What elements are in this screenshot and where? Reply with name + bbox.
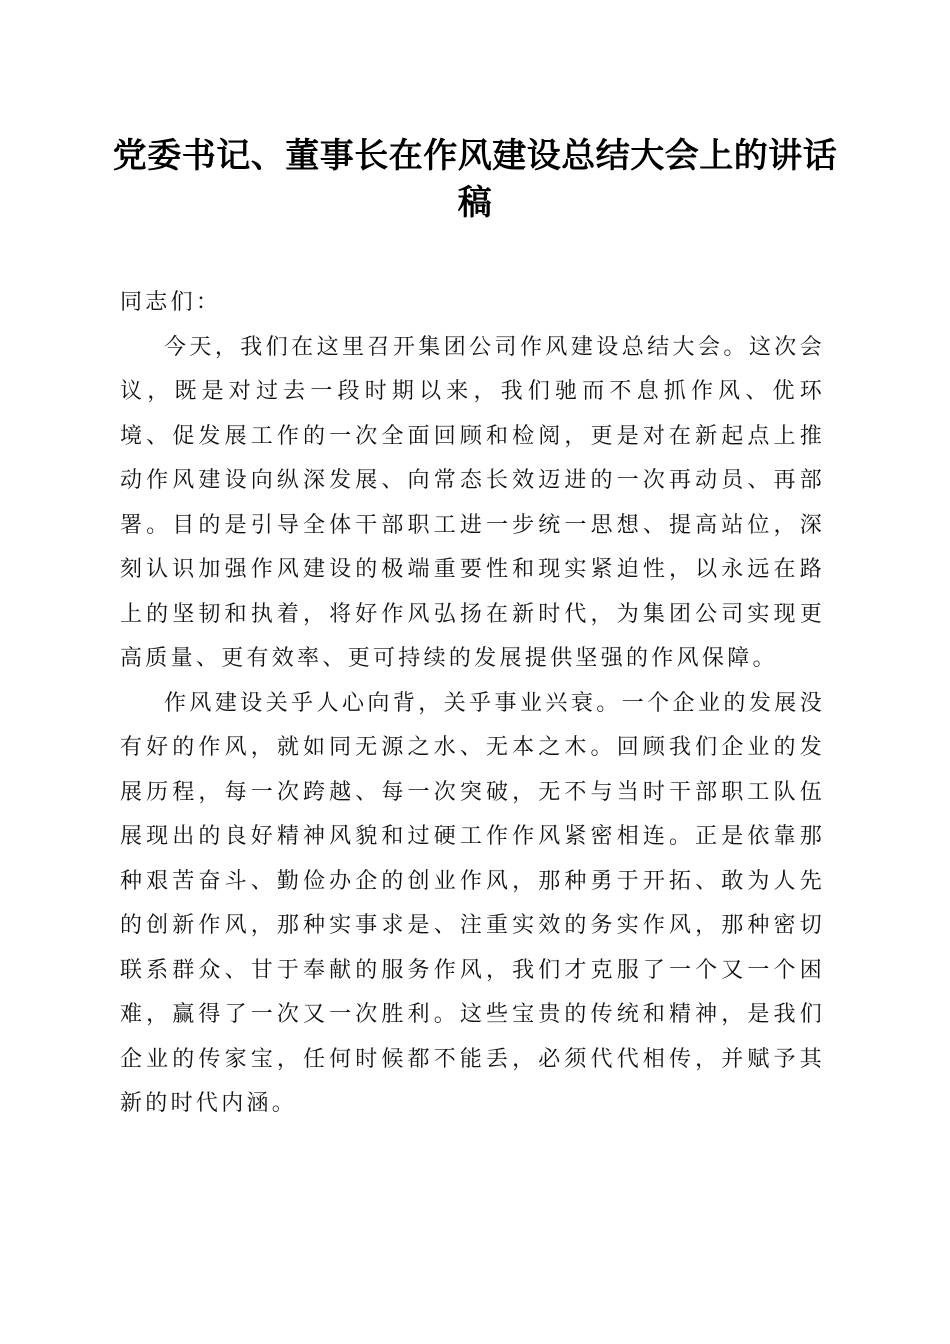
document-body bbox=[120, 281, 825, 1127]
document-title: 党委书记、董事长在作风建设总结大会上的讲话稿 bbox=[112, 136, 838, 223]
paragraph-1: 今天，我们在这里召开集团公司作风建设总结大会。这次会议，既是对过去一段时期以来，我们驰而不息抓作风、优环境、促发展工作的一次全面回顾和检阅，更是对在新起点上推动作风建设向纵深发展、向常态长效迈进的一次再动员、再部署。目的是引导全体干部职工进一步统一思想、提高站位，深刻认识加强作风建设的极端重要性和现实紧迫性，以永远在路上的坚韧和执着，将好作风弘扬在新时代，为集团公司实现更高质量、更有效率、更可持续的发展提供坚强的作风保障。 bbox=[120, 334, 825, 671]
paragraph-2: 作风建设关乎人心向背，关乎事业兴衰。一个企业的发展没有好的作风，就如同无源之水、无本之木。回顾我们企业的发展历程，每一次跨越、每一次突破，无不与当时干部职工队伍展现出的良好精神风貌和过硬工作作风紧密相连。正是依靠那种艰苦奋斗、勤俭办企的创业作风，那种勇于开拓、敢为人先的创新作风，那种实事求是、注重实效的务实作风，那种密切联系群众、甘于奉献的服务作风，我们才克服了一个又一个困难，赢得了一次又一次胜利。这些宝贵的传统和精神，是我们企业的传家宝，任何时候都不能丢，必须代代相传，并赋予其新的时代内涵。 bbox=[120, 690, 825, 1116]
salutation: 同志们： bbox=[120, 290, 222, 315]
